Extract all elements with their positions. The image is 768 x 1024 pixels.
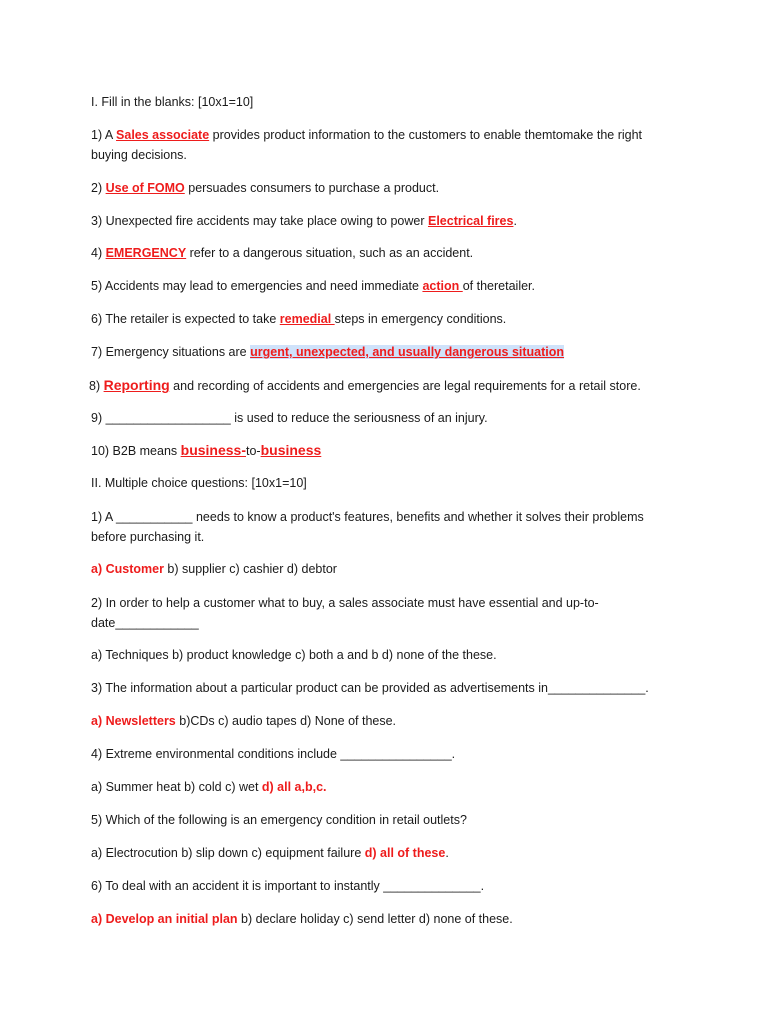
mcq-6: 6) To deal with an accident it is important to instantly ______________. bbox=[91, 879, 485, 893]
answer-3: Electrical fires bbox=[427, 214, 514, 228]
mcq-5-options: a) Electrocution b) slip down c) equipment failure d) all of these. bbox=[91, 846, 449, 860]
answer-4: EMERGENCY bbox=[105, 246, 187, 260]
answer-5: action bbox=[422, 279, 463, 293]
mcq-4: 4) Extreme environmental conditions include ________________. bbox=[91, 747, 456, 761]
mcq-3-options: a) Newsletters b)CDs c) audio tapes d) None of these. bbox=[91, 714, 397, 728]
mcq-4-options: a) Summer heat b) cold c) wet d) all a,b,c. bbox=[91, 780, 327, 794]
question-10: 10) B2B means business-to-business bbox=[91, 442, 322, 458]
question-7: 7) Emergency situations are urgent, unexpected, and usually dangerous situation bbox=[91, 345, 565, 359]
answer-6: remedial bbox=[279, 312, 335, 326]
mcq-1-answer: a) Customer bbox=[91, 562, 164, 576]
question-8: 8) Reporting and recording of accidents and emergencies are legal requirements for a retail store. bbox=[89, 377, 641, 393]
question-1: 1) A Sales associate provides product information to the customers to enable themtomake the right buying decisions. bbox=[91, 128, 643, 162]
answer-8: Reporting bbox=[103, 377, 170, 393]
answer-10a: business- bbox=[180, 442, 246, 458]
question-5: 5) Accidents may lead to emergencies and need immediate action of theretailer. bbox=[91, 279, 535, 293]
question-3: 3) Unexpected fire accidents may take place owing to power Electrical fires. bbox=[91, 214, 517, 228]
answer-10b: business bbox=[260, 442, 322, 458]
section1-title: I. Fill in the blanks: [10x1=10] bbox=[91, 95, 254, 109]
mcq-6-answer: a) Develop an initial plan bbox=[91, 912, 238, 926]
answer-2: Use of FOMO bbox=[105, 181, 185, 195]
section2-title: II. Multiple choice questions: [10x1=10] bbox=[91, 476, 307, 490]
mcq-3: 3) The information about a particular product can be provided as advertisements in______________. bbox=[91, 681, 649, 695]
mcq-4-answer: d) all a,b,c. bbox=[261, 780, 327, 794]
question-4: 4) EMERGENCY refer to a dangerous situation, such as an accident. bbox=[91, 246, 474, 260]
mcq-5-answer: d) all of these bbox=[364, 846, 446, 860]
mcq-1: 1) A ___________ needs to know a product's features, benefits and whether it solves their problems before purchasing it. bbox=[91, 510, 644, 544]
mcq-1-options: a) Customer b) supplier c) cashier d) debtor bbox=[91, 562, 337, 576]
mcq-2-options: a) Techniques b) product knowledge c) both a and b d) none of the these. bbox=[91, 648, 497, 662]
question-2: 2) Use of FOMO persuades consumers to purchase a product. bbox=[91, 181, 440, 195]
answer-1: Sales associate bbox=[116, 128, 210, 142]
answer-7: urgent, unexpected, and usually dangerous situation bbox=[250, 345, 565, 359]
question-9: 9) __________________ is used to reduce the seriousness of an injury. bbox=[91, 411, 488, 425]
question-6: 6) The retailer is expected to take remedial steps in emergency conditions. bbox=[91, 312, 507, 326]
mcq-6-options: a) Develop an initial plan b) declare holiday c) send letter d) none of these. bbox=[91, 912, 513, 926]
mcq-3-answer: a) Newsletters bbox=[91, 714, 176, 728]
mcq-5: 5) Which of the following is an emergency condition in retail outlets? bbox=[91, 813, 467, 827]
mcq-2: 2) In order to help a customer what to buy, a sales associate must have essential and up-to-date____________ bbox=[91, 596, 599, 630]
